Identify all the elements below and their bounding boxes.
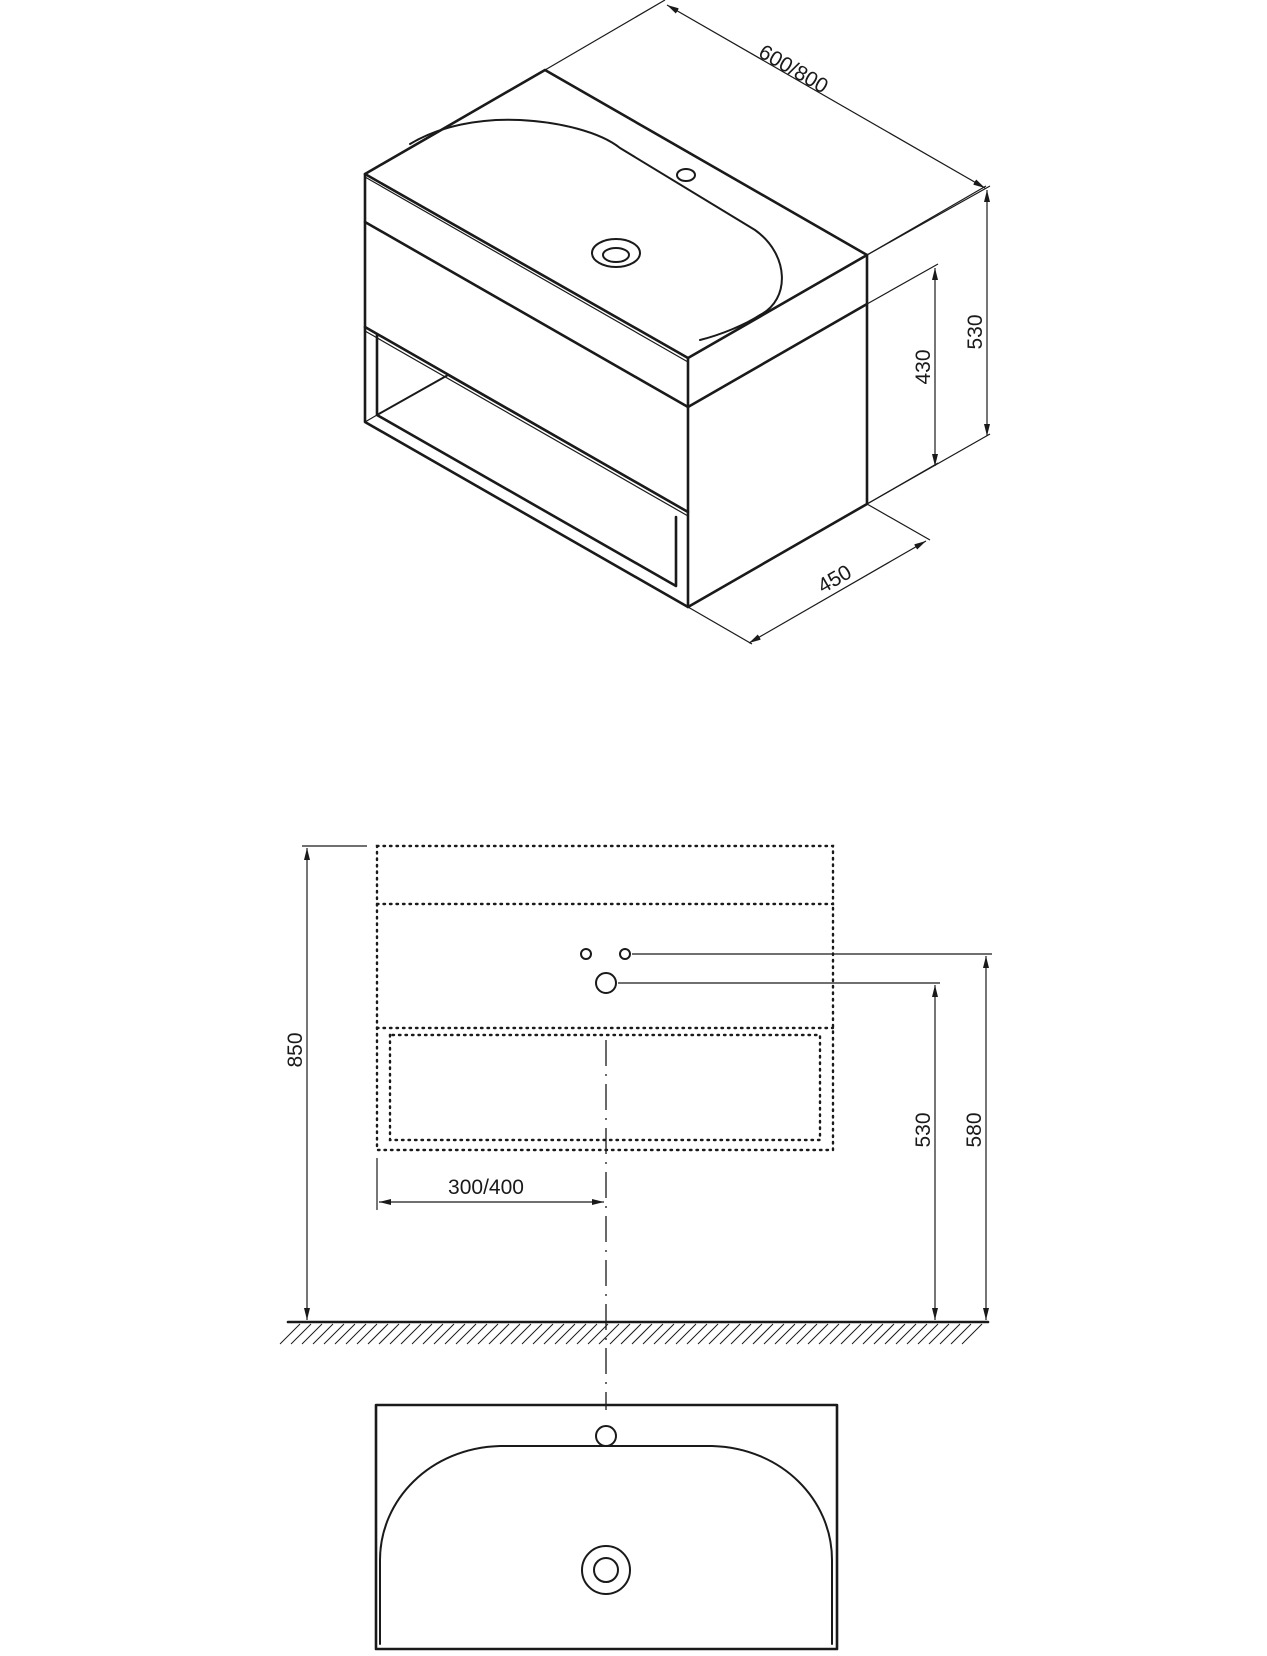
hatch-stroke xyxy=(764,1324,784,1344)
hatch-stroke xyxy=(577,1324,597,1344)
hatch-stroke xyxy=(830,1324,850,1344)
hatch-stroke xyxy=(599,1324,619,1344)
hatch-stroke xyxy=(918,1324,938,1344)
hatch-stroke xyxy=(643,1324,663,1344)
hatch-stroke xyxy=(313,1324,333,1344)
hatch-stroke xyxy=(401,1324,421,1344)
front-elevation-view xyxy=(280,846,992,1410)
hatch-stroke xyxy=(489,1324,509,1344)
hatch-stroke xyxy=(511,1324,531,1344)
top-view xyxy=(376,1405,837,1649)
basin-front-edge xyxy=(365,174,688,407)
hatch-stroke xyxy=(709,1324,729,1344)
dim-depth-label: 450 xyxy=(813,560,856,599)
hatch-stroke xyxy=(610,1324,630,1344)
hatch-stroke xyxy=(797,1324,817,1344)
floor-hatching xyxy=(280,1324,982,1344)
hatch-stroke xyxy=(720,1324,740,1344)
hatch-stroke xyxy=(368,1324,388,1344)
open-shelf-frame xyxy=(377,334,676,586)
hatch-stroke xyxy=(951,1324,971,1344)
hatch-stroke xyxy=(687,1324,707,1344)
dim-total-height-label: 530 xyxy=(964,314,987,350)
hatch-stroke xyxy=(478,1324,498,1344)
hatch-stroke xyxy=(456,1324,476,1344)
hatch-stroke xyxy=(676,1324,696,1344)
front-basin-outline xyxy=(377,846,833,904)
front-drain-hole xyxy=(596,973,616,993)
hatch-stroke xyxy=(698,1324,718,1344)
top-drain-inner xyxy=(594,1558,618,1582)
hatch-stroke xyxy=(885,1324,905,1344)
hatch-stroke xyxy=(731,1324,751,1344)
hatch-stroke xyxy=(753,1324,773,1344)
hatch-stroke xyxy=(280,1324,300,1344)
hatch-stroke xyxy=(522,1324,542,1344)
isometric-view xyxy=(365,0,990,644)
hatch-stroke xyxy=(632,1324,652,1344)
hatch-stroke xyxy=(555,1324,575,1344)
hatch-stroke xyxy=(841,1324,861,1344)
supply-hole-left xyxy=(581,949,591,959)
hatch-stroke xyxy=(962,1324,982,1344)
hatch-stroke xyxy=(775,1324,795,1344)
hatch-stroke xyxy=(852,1324,872,1344)
basin-top-surface xyxy=(365,70,867,358)
hatch-stroke xyxy=(357,1324,377,1344)
hatch-stroke xyxy=(423,1324,443,1344)
dim-supply-height-label: 580 xyxy=(963,1112,986,1148)
basin-right-edge xyxy=(688,255,867,407)
dim-drain-height-label: 530 xyxy=(912,1112,935,1148)
hatch-stroke xyxy=(742,1324,762,1344)
hatch-stroke xyxy=(379,1324,399,1344)
hatch-stroke xyxy=(566,1324,586,1344)
hatch-stroke xyxy=(863,1324,883,1344)
hatch-stroke xyxy=(665,1324,685,1344)
top-drain-outer xyxy=(582,1546,630,1594)
dim-overall-height-label: 850 xyxy=(284,1032,307,1068)
top-basin-outline xyxy=(376,1405,837,1649)
cabinet-side xyxy=(688,304,867,607)
hatch-stroke xyxy=(929,1324,949,1344)
hatch-stroke xyxy=(302,1324,322,1344)
hatch-stroke xyxy=(819,1324,839,1344)
hatch-stroke xyxy=(324,1324,344,1344)
hatch-stroke xyxy=(808,1324,828,1344)
hatch-stroke xyxy=(291,1324,311,1344)
hatch-stroke xyxy=(346,1324,366,1344)
front-shelf-inner xyxy=(390,1035,820,1140)
drain-inner xyxy=(603,248,629,262)
hatch-stroke xyxy=(654,1324,674,1344)
hatch-stroke xyxy=(412,1324,432,1344)
hatch-stroke xyxy=(544,1324,564,1344)
hatch-stroke xyxy=(445,1324,465,1344)
hatch-stroke xyxy=(874,1324,894,1344)
supply-hole-right xyxy=(620,949,630,959)
top-tap-hole xyxy=(596,1426,616,1446)
hatch-stroke xyxy=(907,1324,927,1344)
hatch-stroke xyxy=(786,1324,806,1344)
hatch-stroke xyxy=(896,1324,916,1344)
dim-center-offset-label: 300/400 xyxy=(448,1176,524,1199)
dim-line-width xyxy=(667,5,985,188)
hatch-stroke xyxy=(467,1324,487,1344)
hatch-stroke xyxy=(500,1324,520,1344)
cabinet-front xyxy=(365,222,688,607)
hatch-stroke xyxy=(588,1324,608,1344)
hatch-stroke xyxy=(940,1324,960,1344)
hatch-stroke xyxy=(390,1324,410,1344)
hatch-stroke xyxy=(434,1324,454,1344)
dim-width-label: 600/800 xyxy=(754,40,832,99)
hatch-stroke xyxy=(335,1324,355,1344)
tap-hole xyxy=(677,169,695,181)
hatch-stroke xyxy=(533,1324,553,1344)
dim-cabinet-height-label: 430 xyxy=(912,349,935,385)
hatch-stroke xyxy=(621,1324,641,1344)
